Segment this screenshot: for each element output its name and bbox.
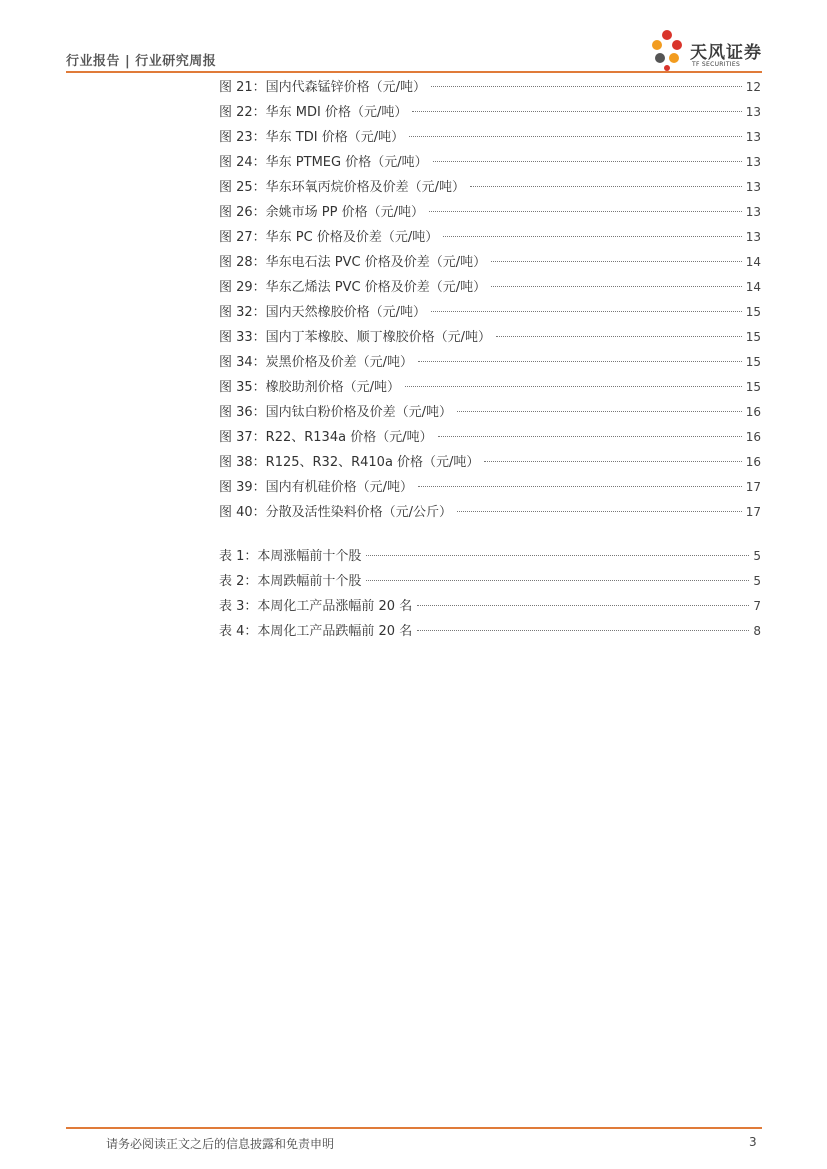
figure-toc-entry[interactable] xyxy=(219,226,761,251)
toc-entry-page: 16 xyxy=(745,405,761,419)
dot-leader xyxy=(409,136,742,137)
table-list xyxy=(219,545,761,645)
toc-entry-title: 图 40：分散及活性染料价格（元/公斤） xyxy=(219,505,453,520)
toc-entry-page: 13 xyxy=(745,130,761,144)
toc-entry-title: 图 39：国内有机硅价格（元/吨） xyxy=(219,480,414,495)
dot-leader xyxy=(405,386,742,387)
toc-entry-page: 8 xyxy=(753,624,761,638)
toc-entry-page: 12 xyxy=(745,80,761,94)
figure-toc-entry[interactable] xyxy=(219,201,761,226)
figure-toc-entry[interactable] xyxy=(219,276,761,301)
table-toc-entry[interactable] xyxy=(219,570,761,595)
toc-entry-page: 13 xyxy=(745,230,761,244)
toc-entry-page: 5 xyxy=(753,549,761,563)
logo-flower-icon xyxy=(648,28,686,72)
toc-entry-page: 5 xyxy=(753,574,761,588)
figure-toc-entry[interactable] xyxy=(219,301,761,326)
toc-entry-title: 图 37：R22、R134a 价格（元/吨） xyxy=(219,430,433,445)
dot-leader xyxy=(431,86,742,87)
figure-toc-entry[interactable] xyxy=(219,401,761,426)
header-breadcrumb: 行业报告 | 行业研究周报 xyxy=(66,54,217,69)
toc-entry-page: 15 xyxy=(745,355,761,369)
figure-toc-entry[interactable] xyxy=(219,476,761,501)
toc-entry-title: 图 22：华东 MDI 价格（元/吨） xyxy=(219,105,408,120)
dot-leader xyxy=(429,211,742,212)
dot-leader xyxy=(412,111,741,112)
toc-entry-page: 17 xyxy=(745,505,761,519)
table-toc-entry[interactable] xyxy=(219,595,761,620)
toc-entry-page: 13 xyxy=(745,180,761,194)
toc-entry-title: 图 29：华东乙烯法 PVC 价格及价差（元/吨） xyxy=(219,280,487,295)
toc-entry-title: 图 35：橡胶助剂价格（元/吨） xyxy=(219,380,401,395)
toc-entry-page: 16 xyxy=(745,430,761,444)
toc-entry-title: 图 32：国内天然橡胶价格（元/吨） xyxy=(219,305,427,320)
dot-leader xyxy=(433,161,742,162)
dot-leader xyxy=(470,186,742,187)
figure-toc-entry[interactable] xyxy=(219,501,761,526)
toc-entry-title: 图 38：R125、R32、R410a 价格（元/吨） xyxy=(219,455,480,470)
table-toc-entry[interactable] xyxy=(219,545,761,570)
header-divider xyxy=(66,71,762,73)
figure-toc-entry[interactable] xyxy=(219,126,761,151)
toc-entry-page: 16 xyxy=(745,455,761,469)
toc-entry-page: 14 xyxy=(745,280,761,294)
toc-entry-title: 图 27：华东 PC 价格及价差（元/吨） xyxy=(219,230,439,245)
figure-toc-entry[interactable] xyxy=(219,426,761,451)
figure-toc-entry[interactable] xyxy=(219,326,761,351)
figure-toc-entry[interactable] xyxy=(219,176,761,201)
dot-leader xyxy=(366,555,749,556)
dot-leader xyxy=(431,311,742,312)
dot-leader xyxy=(417,605,749,606)
figure-toc-entry[interactable] xyxy=(219,76,761,101)
toc-entry-title: 图 36：国内钛白粉价格及价差（元/吨） xyxy=(219,405,453,420)
figure-toc-entry[interactable] xyxy=(219,251,761,276)
toc-entry-page: 15 xyxy=(745,330,761,344)
dot-leader xyxy=(496,336,742,337)
figure-toc-entry[interactable] xyxy=(219,151,761,176)
toc-entry-title: 图 34：炭黑价格及价差（元/吨） xyxy=(219,355,414,370)
dot-leader xyxy=(417,630,749,631)
toc-entry-title: 表 2：本周跌幅前十个股 xyxy=(219,574,362,589)
toc-entry-page: 13 xyxy=(745,155,761,169)
toc-entry-page: 15 xyxy=(745,380,761,394)
figure-toc-entry[interactable] xyxy=(219,101,761,126)
company-logo xyxy=(648,28,768,72)
dot-leader xyxy=(457,411,742,412)
dot-leader xyxy=(418,486,742,487)
toc-entry-page: 17 xyxy=(745,480,761,494)
table-toc-entry[interactable] xyxy=(219,620,761,645)
dot-leader xyxy=(418,361,742,362)
toc-entry-title: 表 4：本周化工产品跌幅前 20 名 xyxy=(219,624,413,639)
toc-entry-title: 图 28：华东电石法 PVC 价格及价差（元/吨） xyxy=(219,255,487,270)
page-number: 3 xyxy=(749,1135,757,1149)
dot-leader xyxy=(491,286,742,287)
dot-leader xyxy=(484,461,741,462)
dot-leader xyxy=(491,261,742,262)
dot-leader xyxy=(438,436,742,437)
figure-toc-entry[interactable] xyxy=(219,376,761,401)
footer-disclaimer: 请务必阅读正文之后的信息披露和免责申明 xyxy=(106,1137,335,1151)
toc-entry-title: 图 26：余姚市场 PP 价格（元/吨） xyxy=(219,205,424,220)
toc-entry-page: 15 xyxy=(745,305,761,319)
toc-entry-title: 图 24：华东 PTMEG 价格（元/吨） xyxy=(219,155,428,170)
toc-entry-title: 图 33：国内丁苯橡胶、顺丁橡胶价格（元/吨） xyxy=(219,330,492,345)
toc-entry-page: 14 xyxy=(745,255,761,269)
dot-leader xyxy=(457,511,742,512)
toc-entry-title: 表 3：本周化工产品涨幅前 20 名 xyxy=(219,599,413,614)
dot-leader xyxy=(366,580,749,581)
toc-entry-page: 13 xyxy=(745,105,761,119)
toc-entry-title: 图 23：华东 TDI 价格（元/吨） xyxy=(219,130,405,145)
figure-toc-entry[interactable] xyxy=(219,351,761,376)
toc-entry-title: 图 21：国内代森锰锌价格（元/吨） xyxy=(219,80,427,95)
figure-list xyxy=(219,76,761,526)
toc-entry-title: 图 25：华东环氧丙烷价格及价差（元/吨） xyxy=(219,180,466,195)
toc-entry-page: 7 xyxy=(753,599,761,613)
figure-toc-entry[interactable] xyxy=(219,451,761,476)
logo-subtitle: TF SECURITIES xyxy=(692,61,741,68)
logo-name: 天风证券 xyxy=(690,43,762,63)
dot-leader xyxy=(443,236,741,237)
footer-divider xyxy=(66,1127,762,1129)
toc-entry-title: 表 1：本周涨幅前十个股 xyxy=(219,549,362,564)
toc-entry-page: 13 xyxy=(745,205,761,219)
